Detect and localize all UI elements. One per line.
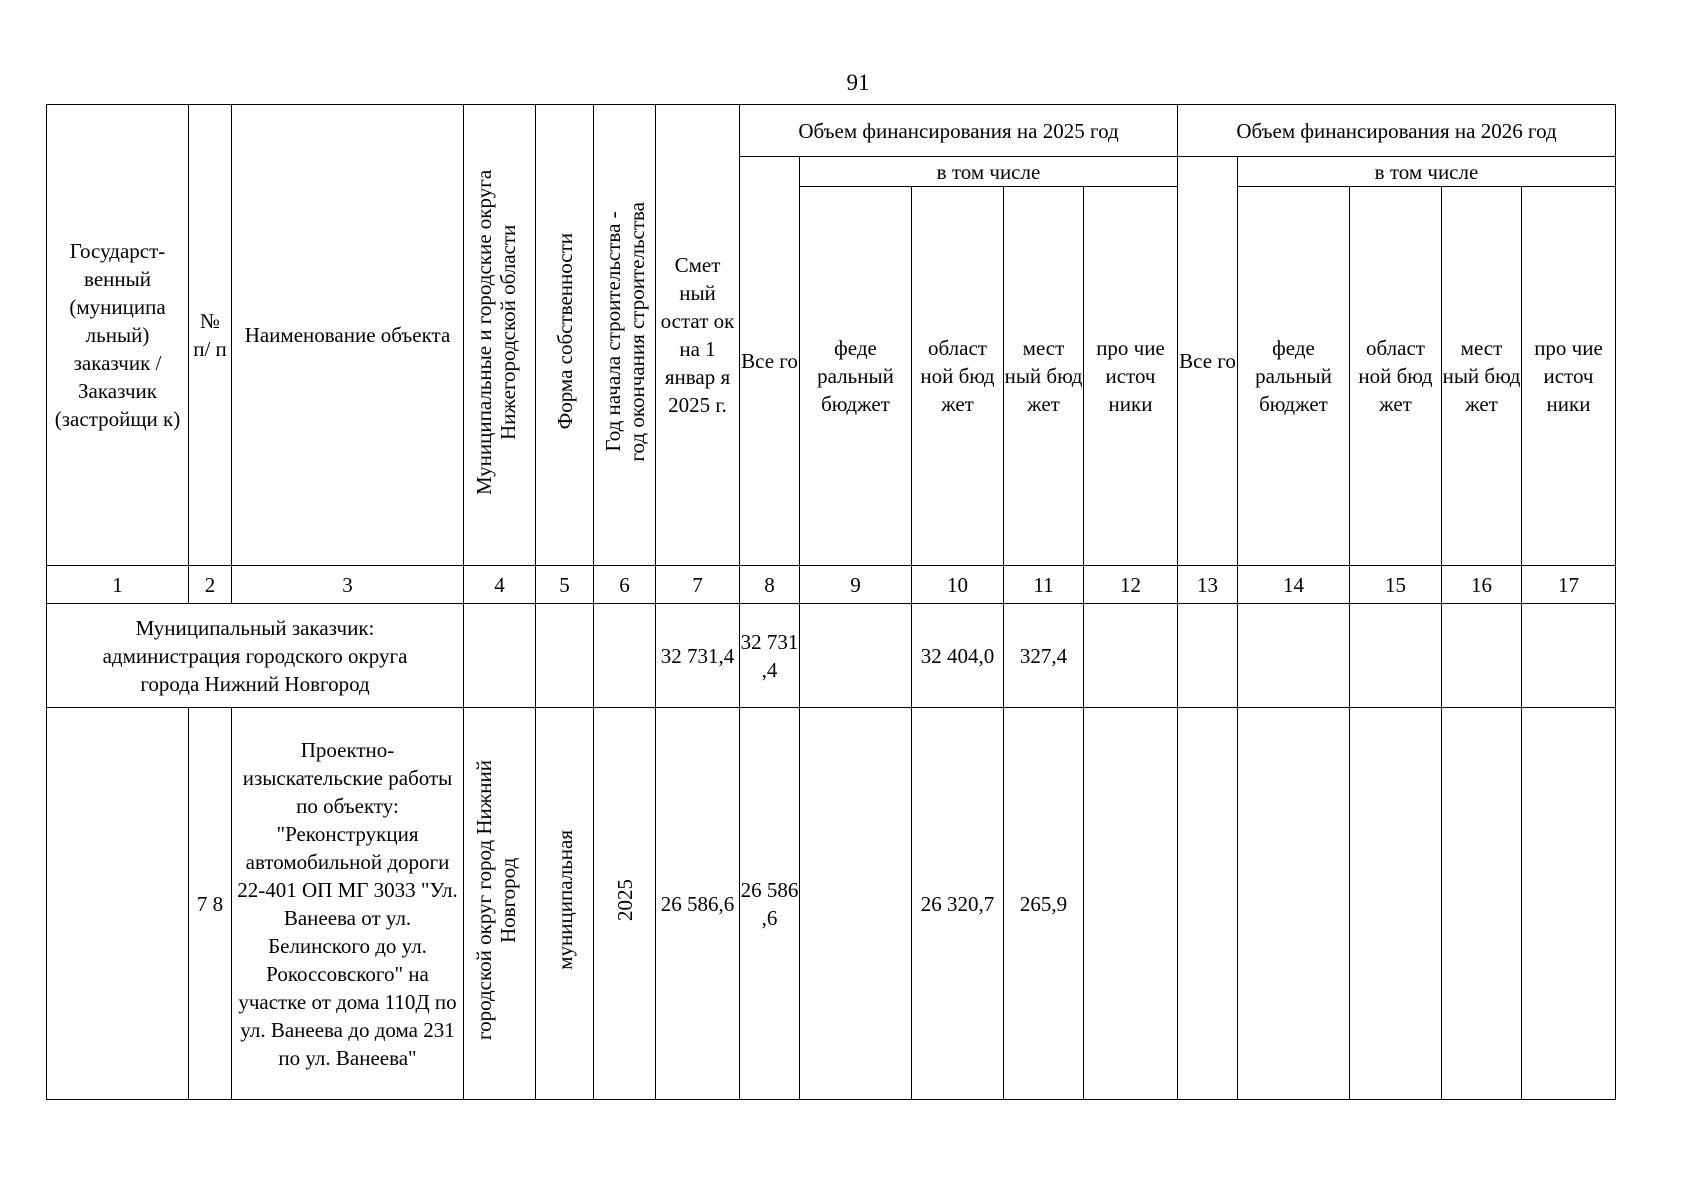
- header-ownership: Форма собственности: [536, 105, 594, 566]
- header-federal-2025: феде ральный бюджет: [800, 187, 912, 566]
- column-number: 16: [1442, 566, 1522, 604]
- summary-federal-2025: [800, 604, 912, 708]
- summary-other-2026: [1522, 604, 1616, 708]
- object-other-2025: [1084, 708, 1178, 1100]
- object-years: 2025: [594, 708, 656, 1100]
- header-financing-2026: Объем финансирования на 2026 год: [1178, 105, 1616, 157]
- object-federal-2026: [1238, 708, 1350, 1100]
- summary-other-2025: [1084, 604, 1178, 708]
- column-number: 1: [47, 566, 189, 604]
- header-construction-years: Год начала строительства - год окончания строительства: [594, 105, 656, 566]
- object-name: Проектно-изыскательские работы по объекту: "Реконструкция автомобильной дороги 22-401 ОП МГ 3033 "Ул. Ванеева от ул. Белинского до ул. Рокоссовского" на участке от дома 110Д по ул. Ванеева до дома 231 по ул. Ванеева": [232, 708, 464, 1100]
- object-regional-2026: [1350, 708, 1442, 1100]
- column-number: 2: [189, 566, 232, 604]
- object-local-2026: [1442, 708, 1522, 1100]
- object-ownership: муниципальная: [536, 708, 594, 1100]
- summary-total-2025: 32 731 ,4: [740, 604, 800, 708]
- header-customer: Государст-венный (муниципа льный) заказчик / Заказчик (застройщи к): [47, 105, 189, 566]
- column-number: 4: [464, 566, 536, 604]
- header-financing-2025: Объем финансирования на 2025 год: [740, 105, 1178, 157]
- column-number: 8: [740, 566, 800, 604]
- page-number: 91: [846, 70, 870, 95]
- header-municipality: Муниципальные и городские округа Нижегородской области: [464, 105, 536, 566]
- column-number: 5: [536, 566, 594, 604]
- column-number: 7: [656, 566, 740, 604]
- summary-years: [594, 604, 656, 708]
- column-number: 14: [1238, 566, 1350, 604]
- header-federal-2026: феде ральный бюджет: [1238, 187, 1350, 566]
- column-number: 13: [1178, 566, 1238, 604]
- column-number: 10: [912, 566, 1004, 604]
- summary-local-2025: 327,4: [1004, 604, 1084, 708]
- summary-customer-label: Муниципальный заказчик: администрация городского округа города Нижний Новгород: [47, 604, 464, 708]
- object-other-2026: [1522, 708, 1616, 1100]
- column-number: 3: [232, 566, 464, 604]
- object-municipality: городской округ город Нижний Новгород: [464, 708, 536, 1100]
- summary-municipality: [464, 604, 536, 708]
- column-number: 15: [1350, 566, 1442, 604]
- object-total-2026: [1178, 708, 1238, 1100]
- header-regional-2026: област ной бюд жет: [1350, 187, 1442, 566]
- header-other-2025: про чие источ ники: [1084, 187, 1178, 566]
- object-customer: [47, 708, 189, 1100]
- column-number: 6: [594, 566, 656, 604]
- summary-local-2026: [1442, 604, 1522, 708]
- summary-estimate: 32 731,4: [656, 604, 740, 708]
- column-number: 12: [1084, 566, 1178, 604]
- object-federal-2025: [800, 708, 912, 1100]
- summary-federal-2026: [1238, 604, 1350, 708]
- summary-total-2026: [1178, 604, 1238, 708]
- object-estimate: 26 586,6: [656, 708, 740, 1100]
- header-number: № п/ п: [189, 105, 232, 566]
- header-local-2026: мест ный бюд жет: [1442, 187, 1522, 566]
- summary-ownership: [536, 604, 594, 708]
- financing-table: [46, 104, 1616, 1100]
- header-total-2025: Все го: [740, 157, 800, 566]
- header-estimate-balance: Смет ный остат ок на 1 январ я 2025 г.: [656, 105, 740, 566]
- summary-regional-2026: [1350, 604, 1442, 708]
- header-regional-2025: област ной бюд жет: [912, 187, 1004, 566]
- header-including-2025: в том числе: [800, 157, 1178, 187]
- object-total-2025: 26 586 ,6: [740, 708, 800, 1100]
- header-local-2025: мест ный бюд жет: [1004, 187, 1084, 566]
- summary-regional-2025: 32 404,0: [912, 604, 1004, 708]
- column-number: 9: [800, 566, 912, 604]
- header-other-2026: про чие источ ники: [1522, 187, 1616, 566]
- column-number: 17: [1522, 566, 1616, 604]
- header-total-2026: Все го: [1178, 157, 1238, 566]
- column-number: 11: [1004, 566, 1084, 604]
- object-number: 7 8: [189, 708, 232, 1100]
- object-regional-2025: 26 320,7: [912, 708, 1004, 1100]
- header-including-2026: в том числе: [1238, 157, 1616, 187]
- object-local-2025: 265,9: [1004, 708, 1084, 1100]
- header-object-name: Наименование объекта: [232, 105, 464, 566]
